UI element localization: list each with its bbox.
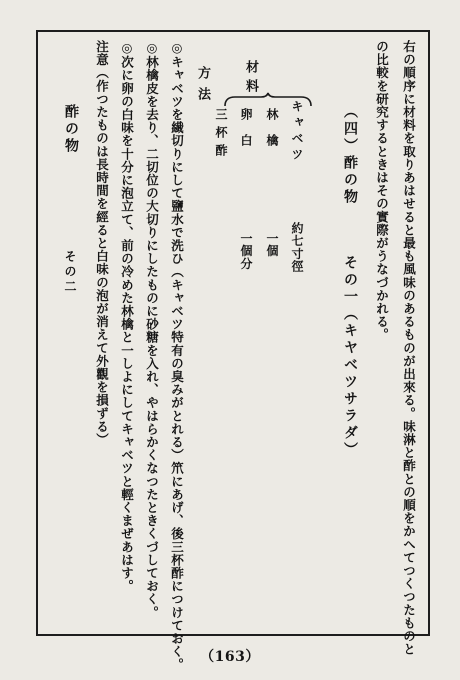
section-heading: （四）酢の物 — [342, 104, 358, 206]
method-step-1: ◎キャベツを繊切りにして鹽水で洗ひ（キャベツ特有の臭みがとれる）笊にあげ、後三杯酢につけておく。 — [169, 40, 185, 672]
section-subheading: その一（キヤベツサラダ） — [342, 255, 358, 459]
material-name-4: 三杯酢 — [214, 108, 228, 162]
material-name-2: 林檎 — [265, 108, 279, 160]
method-step-3: ◎次に卵の白味を十分に泡立て、前の冷めた林檎と一しよにしてキャベツと輕くまぜあはす。 — [119, 40, 135, 593]
material-amount-3: 一個分 — [239, 232, 253, 270]
next-section-subheading: その二 — [63, 250, 77, 295]
method-note: 注意（作つたものは長時間を經ると白味の泡が消えて外觀を損ずる） — [94, 40, 110, 447]
page-number: （163） — [200, 649, 260, 665]
material-name-1: キャベツ — [290, 100, 304, 164]
materials-label: 材料 — [243, 60, 258, 98]
intro-line-1: 右の順序に材料を取りあはせると最も風味のあるものが出來る。味淋と酢との順をかへてつくつたものと — [401, 40, 417, 656]
method-step-2: ◎林檎皮を去り、二切位の大切りにしたものに砂糖を入れ、やはらかくなつたときくづしておく。 — [144, 40, 160, 619]
material-name-3: 卵白 — [239, 108, 253, 160]
material-amount-1: 約七寸徑 — [290, 222, 304, 273]
next-section-heading: 酢の物 — [63, 104, 79, 155]
material-amount-2: 一個 — [265, 232, 279, 258]
method-label: 方法 — [195, 66, 210, 108]
intro-line-2: の比較を研究するときはその實際がうなづかれる。 — [374, 40, 390, 342]
